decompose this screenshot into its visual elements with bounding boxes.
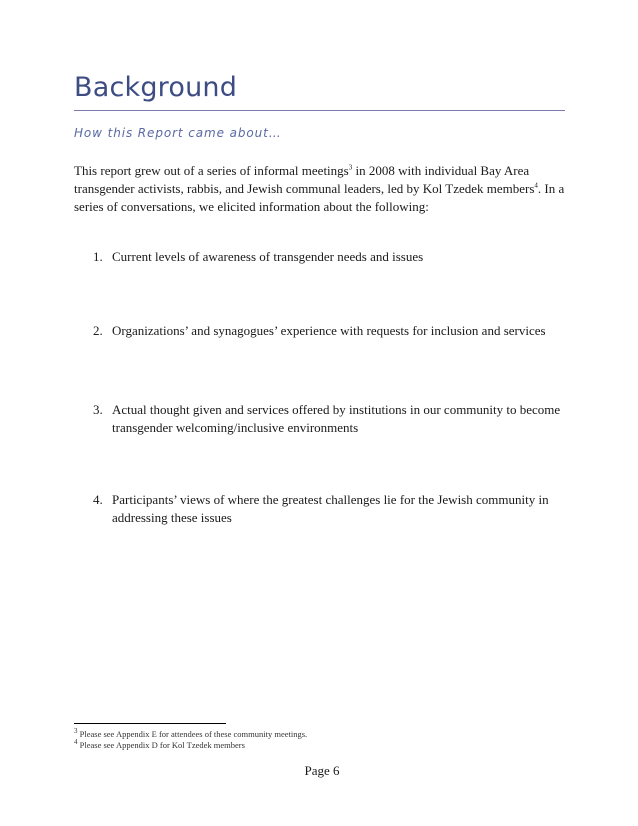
page-title: Background [74, 72, 238, 103]
footnote-text: Please see Appendix D for Kol Tzedek members [77, 739, 245, 750]
list-item-number: 3. [93, 402, 103, 417]
title-divider [74, 110, 565, 111]
footnote-mark: 3 [74, 727, 78, 736]
list-item-number: 2. [93, 323, 103, 338]
intro-text-3: . In a series of conversations, we elicited information about the following: [74, 181, 565, 214]
list-item [93, 322, 563, 340]
intro-text-1: This report grew out of a series of informal meetings [74, 163, 349, 178]
section-subtitle: How this Report came about… [74, 126, 282, 140]
list-item-number: 4. [93, 492, 103, 507]
footnote-separator [74, 723, 226, 724]
list-item-text: Actual thought given and services offered by institutions in our community to become transgender welcoming/inclusive environments [112, 402, 561, 435]
footnote-ref-3: 3 [348, 163, 353, 172]
footnote-4 [74, 737, 307, 751]
list-item [93, 401, 563, 437]
footnote-3 [74, 729, 307, 740]
footnote-text: Please see Appendix E for attendees of these community meetings. [77, 729, 308, 739]
intro-paragraph [74, 162, 568, 216]
list-item-text: Current levels of awareness of transgender needs and issues [112, 249, 424, 264]
list-item [93, 491, 563, 527]
list-item-number: 1. [93, 249, 103, 264]
list-item-text: Participants’ views of where the greatest challenges lie for the Jewish community in addressing these issues [112, 492, 549, 525]
footnote-mark: 4 [74, 737, 78, 746]
list-item [93, 248, 563, 266]
intro-text-2: in 2008 with individual Bay Area transgender activists, rabbis, and Jewish communal leaders, led by Kol Tzedek members [74, 163, 535, 196]
page-number: Page 6 [304, 763, 340, 778]
list-item-text: Organizations’ and synagogues’ experience with requests for inclusion and services [112, 323, 546, 338]
footnotes [74, 729, 307, 750]
footnote-ref-4: 4 [534, 181, 538, 190]
